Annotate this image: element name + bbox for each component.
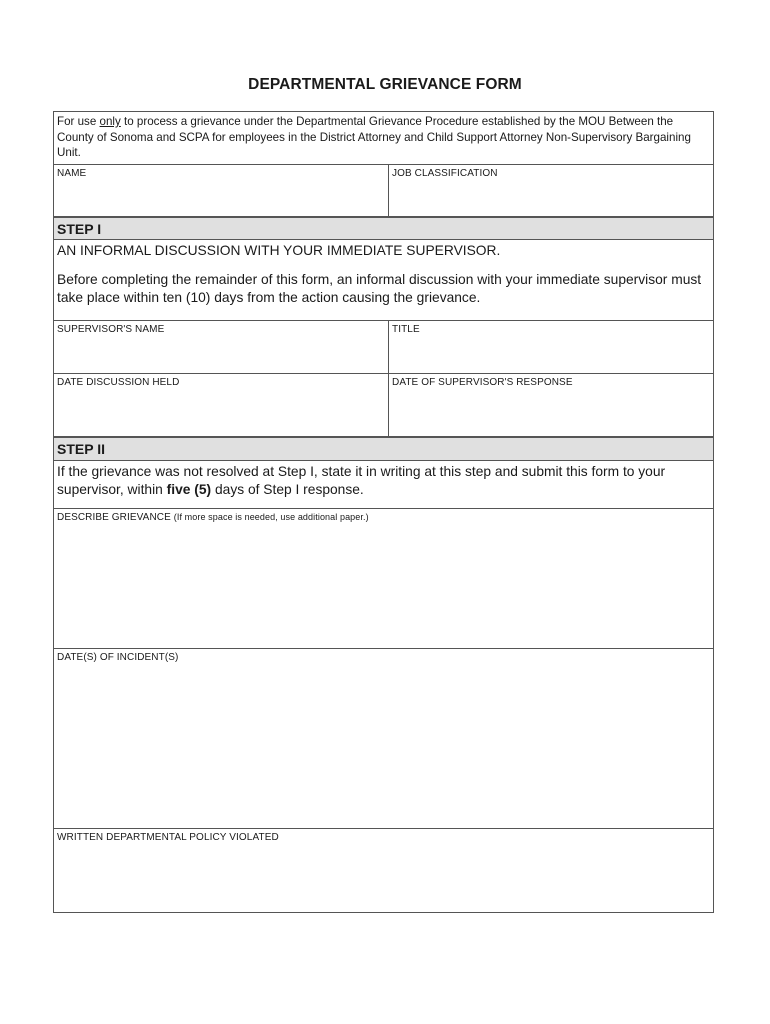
step2-body-bold: five (5) (166, 482, 212, 497)
describe-grievance-label (54, 509, 713, 523)
step1-heading: STEP I (54, 216, 713, 240)
form-title: DEPARTMENTAL GRIEVANCE FORM (248, 76, 522, 93)
describe-grievance-field[interactable] (54, 508, 713, 648)
dates-of-incidents-field[interactable] (54, 648, 713, 828)
supervisors-name-field[interactable] (54, 321, 388, 373)
step1-body: Before completing the remainder of this form, an informal discussion with your immediate supervisor must take place within ten (10) days from the action causing the grievance. (57, 272, 702, 305)
step2-body-pre: If the grievance was not resolved at Step I, state it in writing at this step and submit this form to your supervisor, within (57, 464, 666, 497)
job-classification-label: JOB CLASSIFICATION (392, 168, 498, 179)
date-discussion-field[interactable] (54, 374, 388, 436)
step1-subheading: AN INFORMAL DISCUSSION WITH YOUR IMMEDIATE SUPERVISOR. (57, 243, 501, 258)
intro-pre: For use (57, 115, 100, 128)
describe-grievance-label-main: DESCRIBE GRIEVANCE (57, 512, 171, 523)
policy-violated-label: WRITTEN DEPARTMENTAL POLICY VIOLATED (57, 832, 279, 843)
date-response-field[interactable] (388, 374, 713, 436)
intro-text (54, 112, 713, 165)
intro-emphasis: only (99, 115, 121, 128)
dates-row (54, 373, 713, 436)
step2-heading: STEP II (54, 436, 713, 461)
title-field[interactable] (388, 321, 713, 373)
describe-grievance-note: (If more space is needed, use additional paper.) (173, 512, 369, 522)
title-label: TITLE (392, 324, 420, 335)
step1-text (54, 240, 713, 320)
job-classification-field[interactable] (388, 165, 713, 216)
name-row (54, 164, 713, 216)
name-field[interactable] (54, 165, 388, 216)
supervisors-name-label: SUPERVISOR'S NAME (57, 324, 165, 335)
grievance-form (53, 111, 714, 913)
name-label: NAME (57, 168, 87, 179)
date-discussion-label: DATE DISCUSSION HELD (57, 377, 180, 388)
policy-violated-field[interactable] (54, 828, 713, 912)
intro-post: to process a grievance under the Departmental Grievance Procedure established by the MOU Between the County of Sonoma and SCPA for employees in the District Attorney and Child Support Attorney Non-Supervisory Bargaining Unit. (57, 115, 691, 159)
dates-of-incidents-label: DATE(S) OF INCIDENT(S) (57, 652, 179, 663)
step2-body-post: days of Step I response. (211, 482, 364, 497)
supervisor-row (54, 320, 713, 373)
date-response-label: DATE OF SUPERVISOR'S RESPONSE (392, 377, 573, 388)
step2-body (54, 461, 713, 508)
